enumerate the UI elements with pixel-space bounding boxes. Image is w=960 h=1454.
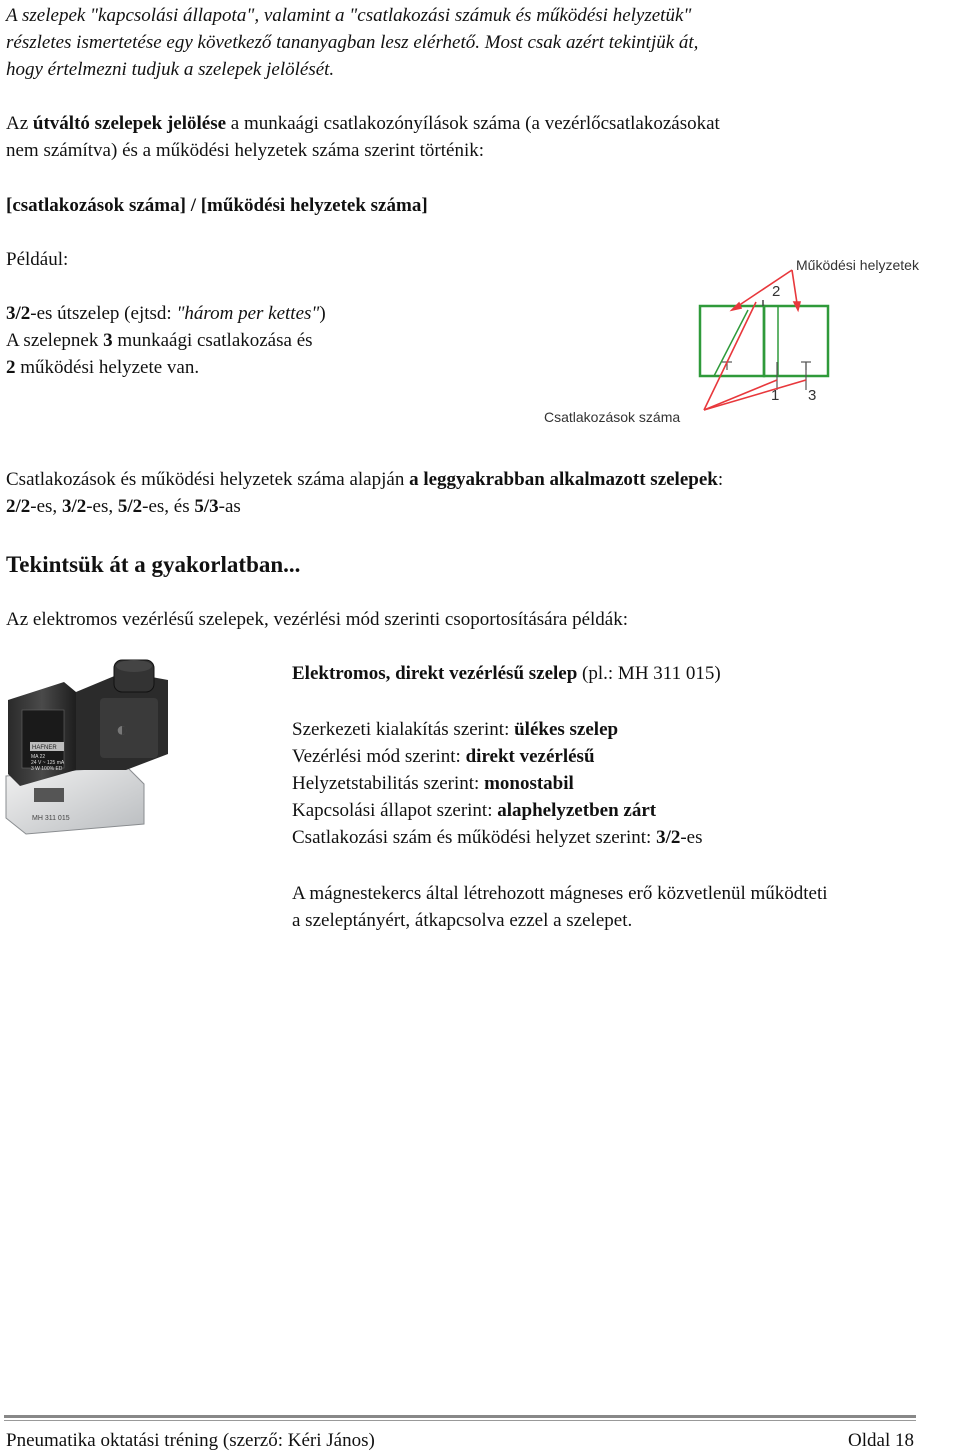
- footer-page-number: Oldal 18: [848, 1430, 914, 1451]
- pointer-lines-positions: [732, 270, 800, 310]
- label-working-positions: Működési helyzetek: [796, 257, 919, 273]
- body-logo: [34, 788, 64, 802]
- footer-left: Pneumatika oktatási tréning (szerző: Kéri János): [6, 1430, 375, 1451]
- common-line-2: 2/2-es, 3/2-es, 5/2-es, és 5/3-as: [6, 496, 241, 517]
- product-description: [292, 880, 960, 934]
- solenoid-valve-photo: [4, 658, 182, 836]
- example-line-1: 3/2-es útszelep (ejtsd: "három per kettes"): [6, 303, 326, 324]
- product-title: Elektromos, direkt vezérlésű szelep (pl.: MH 311 015): [292, 663, 721, 684]
- section-heading: Tekintsük át a gyakorlatban...: [6, 552, 301, 577]
- valve-symbol: [700, 300, 828, 390]
- port-number-bottom-right: 3: [808, 387, 817, 404]
- example-line-3: 2 működési helyzete van.: [6, 357, 200, 378]
- common-line-1: Csatlakozások és működési helyzetek száma alapján a leggyakrabban alkalmazott szelepek:: [6, 469, 724, 490]
- example-line-2: A szelepnek 3 munkaági csatlakozása és: [6, 330, 313, 351]
- marking-line-2: nem számítva) és a működési helyzetek száma szerint történik:: [6, 140, 484, 161]
- coil-brand: HAFNER: [32, 745, 57, 751]
- intro-line-2: részletes ismertetése egy következő tananyagban lesz elérhető. Most csak azért tekintjük át,: [6, 32, 699, 53]
- intro-line-1: A szelepek "kapcsolási állapota", valamint a "csatlakozási számuk és működési helyzetük": [6, 5, 692, 26]
- marking-term: útváltó szelepek jelölése: [32, 113, 227, 134]
- examples-intro: Az elektromos vezérlésű szelepek, vezérlési mód szerinti csoportosítására példák:: [6, 609, 629, 630]
- marking-paragraph: [6, 110, 952, 164]
- property-structure: Szerkezeti kialakítás szerint: ülékes szelep: [292, 719, 619, 740]
- example-label: Például:: [6, 249, 69, 270]
- product-properties: [292, 716, 956, 851]
- valve-symbol-diagram: [536, 250, 948, 430]
- intro-line-3: hogy értelmezni tudjuk a szelepek jelölését.: [6, 59, 335, 80]
- example-block: [6, 300, 526, 381]
- common-valves-paragraph: [6, 466, 952, 520]
- flow-path-left: [714, 310, 748, 376]
- plug-symbol: ◐: [116, 719, 129, 741]
- port-number-top: 2: [772, 283, 781, 300]
- intro-paragraph: [6, 2, 952, 83]
- valve-box-right: [764, 306, 828, 376]
- description-line-2: a szeleptányért, átkapcsolva ezzel a szelepet.: [292, 910, 633, 931]
- label-port-count: Csatlakozások száma: [544, 409, 681, 425]
- footer-rule-thin: [4, 1420, 916, 1421]
- footer-rule-thick: [4, 1415, 916, 1418]
- coil-text-1: MA 22: [31, 754, 46, 760]
- product-section: [292, 660, 956, 687]
- marking-formula: [csatlakozások száma] / [működési helyzetek száma]: [6, 195, 428, 216]
- property-control: Vezérlési mód szerint: direkt vezérlésű: [292, 746, 595, 767]
- property-ports-positions: Csatlakozási szám és működési helyzet szerint: 3/2-es: [292, 827, 703, 848]
- coil-text-2: 24 V ~ 125 mA: [31, 760, 65, 766]
- property-stability: Helyzetstabilitás szerint: monostabil: [292, 773, 574, 794]
- description-line-1: A mágnestekercs által létrehozott mágneses erő közvetlenül működteti: [292, 883, 828, 904]
- marking-line-1: Az útváltó szelepek jelölése a munkaági csatlakozónyílások száma (a vezérlőcsatlakozásokat: [6, 113, 720, 134]
- pointer-lines-ports: [704, 302, 806, 410]
- coil-text-3: 3 W 100% ED: [31, 766, 63, 772]
- property-switching-state: Kapcsolási állapot szerint: alaphelyzetben zárt: [292, 800, 657, 821]
- body-label: MH 311 015: [32, 815, 70, 822]
- port-number-bottom-left: 1: [771, 387, 780, 404]
